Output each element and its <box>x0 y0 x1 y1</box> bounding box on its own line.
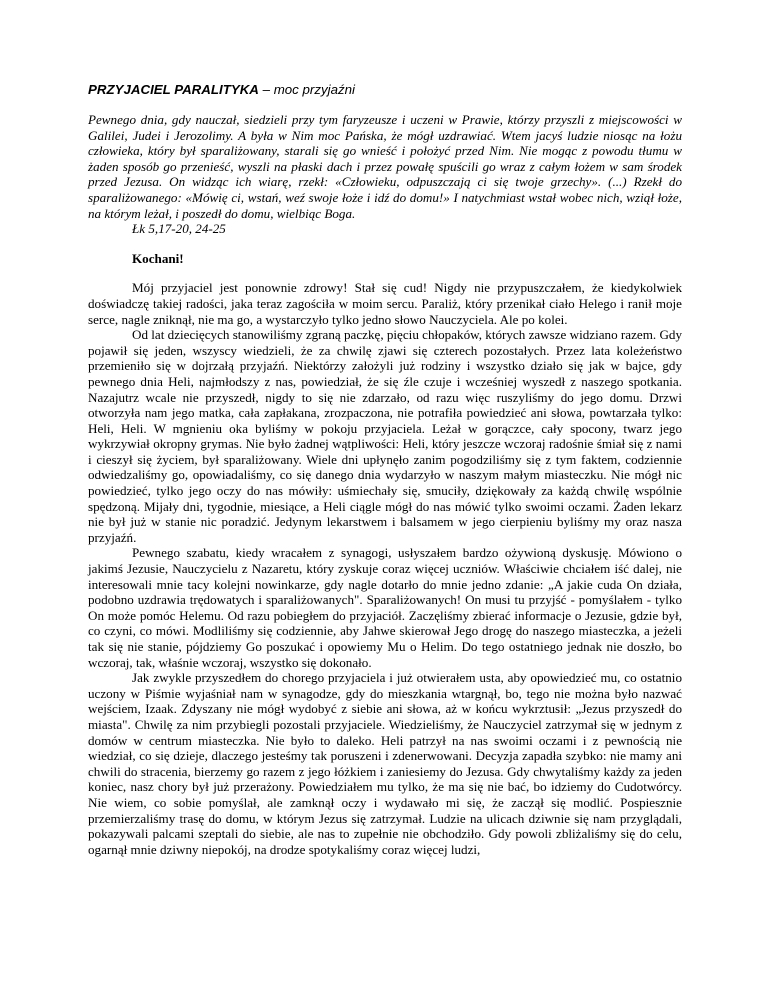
title-main: PRZYJACIEL PARALITYKA <box>88 82 259 97</box>
greeting: Kochani! <box>132 250 184 266</box>
paragraph-2: Od lat dziecięcych stanowiliśmy zgraną paczkę, pięciu chłopaków, których zawsze widziano razem. Gdy pojawił się jeden, wszyscy wiedzieli, że za chwilę zjawi się czterech pozostałych. Przez lata koleżeństwo przemieniło się w dojrzałą przyjaźń. Niektórzy założyli już rodziny i wszystko działo się jak w bajce, gdy pewnego dnia Heli, najmłodszy z nas, powiedział, że się źle czuje i wcześniej wyszedł z naszego spotkania. Nazajutrz wcale nie przyszedł, nigdy to się nie zdarzało, od razu więc ruszyliśmy do jego domu. Drzwi otworzyła nam jego matka, cała zapłakana, zrozpaczona, nie potrafiła powiedzieć ani słowa, powtarzała tylko: Heli, Heli. W mgnieniu oka byliśmy w pokoju przyjaciela. Leżał w gorączce, cały spocony, twarz jego wykrzywiał okropny grymas. Nie było żadnej wątpliwości: Heli, który jeszcze wczoraj radośnie śmiał się z nami i cieszył się życiem, był sparaliżowany. Wiele dni upłynęło zanim pogodziliśmy się z tym faktem, codziennie odwiedzaliśmy go, opowiadaliśmy, co się danego dnia wydarzyło w naszym małym miasteczku. Nie mógł nic powiedzieć, tylko jego oczy do nas mówiły: uśmiechały się, smuciły, dziękowały za każdą chwilę wspólnie spędzoną. Mijały dni, tygodnie, miesiące, a Heli ciągle mógł do nas mówić tylko swoimi oczami. Żaden lekarz nie był już w stanie nic poradzić. Jedynym lekarstwem i balsamem w jego cierpieniu byliśmy my oraz nasza przyjaźń. <box>88 327 682 545</box>
document-page <box>88 82 682 857</box>
title-sub: – moc przyjaźni <box>258 82 355 97</box>
paragraph-1: Mój przyjaciel jest ponownie zdrowy! Stał się cud! Nigdy nie przypuszczałem, że kiedykolwiek doświadczę takiej radości, jaka teraz zagościła w moim sercu. Paraliż, który przenikał ciało Helego i ranił moje serce, nagle zniknął, nie ma go, a wystarczyło tylko jedno słowo Nauczyciela. Ale po kolei. <box>88 280 682 327</box>
paragraph-4: Jak zwykle przyszedłem do chorego przyjaciela i już otwierałem usta, aby opowiedzieć mu, co ostatnio uczony w Piśmie wyjaśniał nam w synagodze, gdy do mieszkania wtargnął, bo, tego nie można było nazwać wejściem, Izaak. Zdyszany nie mógł wydobyć z siebie ani słowa, aż w końcu wykrztusił: „Jezus przyszedł do miasta". Chwilę za nim przybiegli pozostali przyjaciele. Wiedzieliśmy, że Nauczyciel zatrzymał się w jednym z domów w centrum miasteczka. Nie było to daleko. Heli patrzył na nas swoimi oczami i z pewnością nie wiedział, co się dzieje, dlaczego jesteśmy tak poruszeni i zdenerwowani. Decyzja zapadła szybko: nie mamy ani chwili do stracenia, bierzemy go razem z jego łóżkiem i zaniesiemy do Jezusa. Gdy chwytaliśmy każdy za jeden koniec, nasz chory był już przerażony. Powiedziałem mu tylko, że ma się nie bać, bo idziemy do Cudotwórcy. Nie wiem, co sobie pomyślał, ale zamknął oczy i wydawało mi się, że zaczął się modlić. Pospiesznie przemierzaliśmy trasę do domu, w którym Jezus się zatrzymał. Ludzie na ulicach dziwnie się nam przyglądali, pokazywali palcami szeptali do siebie, ale nas to zupełnie nie obchodziło. Gdy powoli zbliżaliśmy się do celu, ogarnął mnie dziwny niepokój, na drodze spotykaliśmy coraz więcej ludzi, <box>88 670 682 857</box>
scripture-quote: Pewnego dnia, gdy nauczał, siedzieli przy tym faryzeusze i uczeni w Prawie, którzy przyszli z miejscowości w Galilei, Judei i Jerozolimy. A była w Nim moc Pańska, że mógł uzdrawiać. Wtem jacyś ludzie niosąc na łożu człowieka, który był sparaliżowany, starali się go wnieść i położyć przed Nim. Nie mogąc z powodu tłumu w żaden sposób go przenieść, wyszli na płaski dach i przez powałę spuścili go wraz z całym łożem w sam środek przed Jezusa. On widząc ich wiarę, rzekł: «Człowieku, odpuszczają ci się twoje grzechy». (...) Rzekł do sparaliżowanego: «Mówię ci, wstań, weź swoje łoże i idź do domu!» I natychmiast wstał wobec nich, wziął łoże, na którym leżał, i poszedł do domu, wielbiąc Boga. <box>88 112 682 221</box>
document-title <box>88 82 682 98</box>
scripture-reference: Łk 5,17-20, 24-25 <box>132 221 226 237</box>
paragraph-3: Pewnego szabatu, kiedy wracałem z synagogi, usłyszałem bardzo ożywioną dyskusję. Mówiono o jakimś Jezusie, Nauczycielu z Nazaretu, który zyskuje coraz więcej uczniów. Właściwie chciałem iść dalej, nie interesowali mnie tacy kolejni nowinkarze, gdy nagle dotarło do mnie jedno zdanie: „A jakie cuda On działa, podobno uzdrawia trędowatych i sparaliżowanych". Sparaliżowanych! On musi tu przyjść - pomyślałem - tylko On może pomóc Helemu. Od razu pobiegłem do przyjaciół. Zaczęliśmy zbierać informacje o Jezusie, gdzie był, co czyni, co mówi. Modliliśmy się codziennie, aby Jahwe skierował Jego drogę do naszego miasteczka, a jeżeli tak się nie stanie, pójdziemy Go poszukać i opowiemy Mu o Helim. Do tego ostatniego jednak nie doszło, bo wczoraj, tak, właśnie wczoraj, wszystko się dokonało. <box>88 545 682 670</box>
